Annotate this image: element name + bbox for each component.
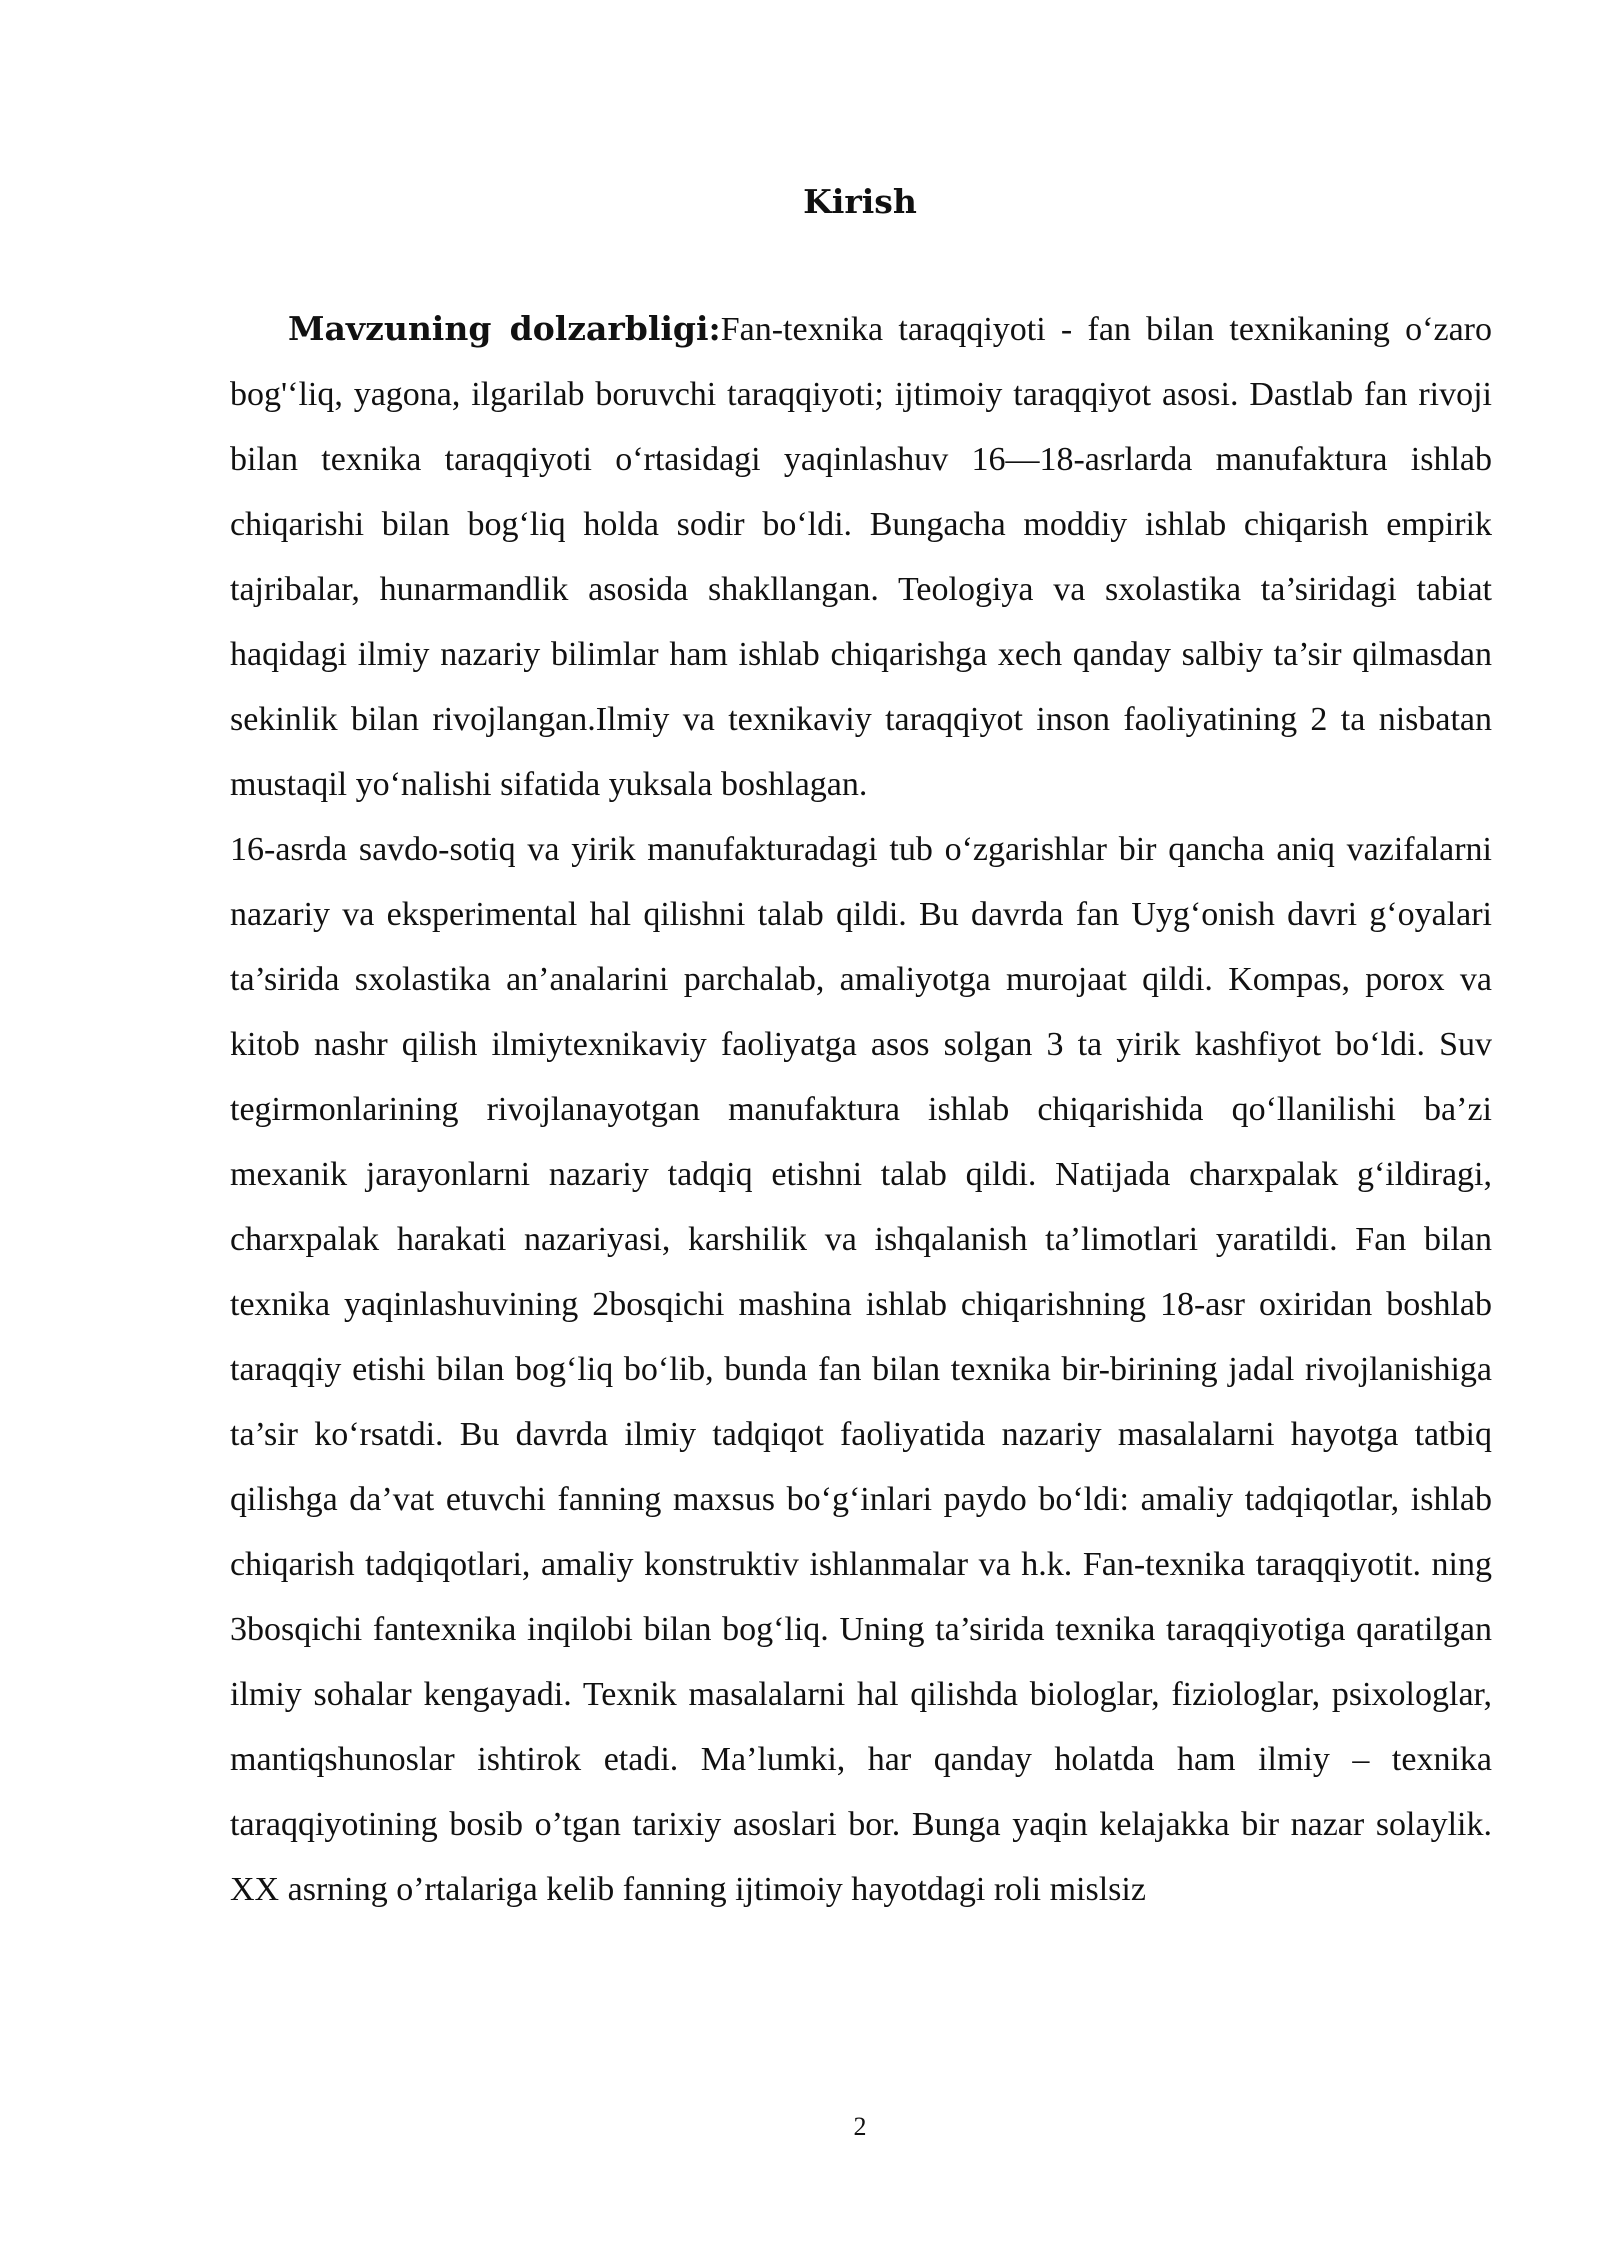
paragraph-relevance-text: Fan-texnika taraqqiyoti - fan bilan texnikaning o‘zaro bog'‘liq, yagona, ilgarilab boruvchi taraqqiyoti; ijtimoiy taraqqiyot asosi. Dastlab fan rivoji bilan texnika taraqqiyoti o‘rtasidagi yaqinlashuv 16—18-asrlarda manufaktura ishlab chiqarishi bilan bog‘liq holda sodir bo‘ldi. Bungacha moddiy ishlab chiqarish empirik tajribalar, hunarmandlik asosida shakllangan. Teologiya va sxolastika ta’siridagi tabiat haqidagi ilmiy nazariy bilimlar ham ishlab chiqarishga xech qanday salbiy ta’sir qilmasdan sekinlik bilan rivojlangan.Ilmiy va texnikaviy taraqqiyot inson faoliyatining 2 ta nisbatan mustaqil yo‘nalishi sifatida yuksala boshlagan. [230,311,1492,803]
relevance-label: Mavzuning dolzarbligi: [288,309,721,348]
document-body [230,296,1492,1922]
paragraph-history: 16-asrda savdo-sotiq va yirik manufakturadagi tub o‘zgarishlar bir qancha aniq vazifalarni nazariy va eksperimental hal qilishni talab qildi. Bu davrda fan Uyg‘onish davri g‘oyalari ta’sirida sxolastika an’analarini parchalab, amaliyotga murojaat qildi. Kompas, porox va kitob nashr qilish ilmiytexnikaviy faoliyatga asos solgan 3 ta yirik kashfiyot bo‘ldi. Suv tegirmonlarining rivojlanayotgan manufaktura ishlab chiqarishida qo‘llanilishi ba’zi mexanik jarayonlarni nazariy tadqiq etishni talab qildi. Natijada charxpalak g‘ildiragi, charxpalak harakati nazariyasi, karshilik va ishqalanish ta’limotlari yaratildi. Fan bilan texnika yaqinlashuvining 2bosqichi mashina ishlab chiqarishning 18-asr oxiridan boshlab taraqqiy etishi bilan bog‘liq bo‘lib, bunda fan bilan texnika bir-birining jadal rivojlanishiga ta’sir ko‘rsatdi. Bu davrda ilmiy tadqiqot faoliyatida nazariy masalalarni hayotga tatbiq qilishga da’vat etuvchi fanning maxsus bo‘g‘inlari paydo bo‘ldi: amaliy tadqiqotlar, ishlab chiqarish tadqiqotlari, amaliy konstruktiv ishlanmalar va h.k. Fan-texnika taraqqiyotit. ning 3bosqichi fantexnika inqilobi bilan bog‘liq. Uning ta’sirida texnika taraqqiyotiga qaratilgan ilmiy sohalar kengayadi. Texnik masalalarni hal qilishda biologlar, fiziologlar, psixologlar, mantiqshunoslar ishtirok etadi. Ma’lumki, har qanday holatda ham ilmiy – texnika taraqqiyotining bosib o’tgan tarixiy asoslari bor. Bunga yaqin kelajakka bir nazar solaylik. XX asrning o’rtalariga kelib fanning ijtimoiy hayotdagi roli mislsiz [230,831,1492,1908]
document-title: Kirish [803,182,917,221]
paragraph-relevance [230,296,1492,817]
page-number: 2 [853,2112,867,2141]
